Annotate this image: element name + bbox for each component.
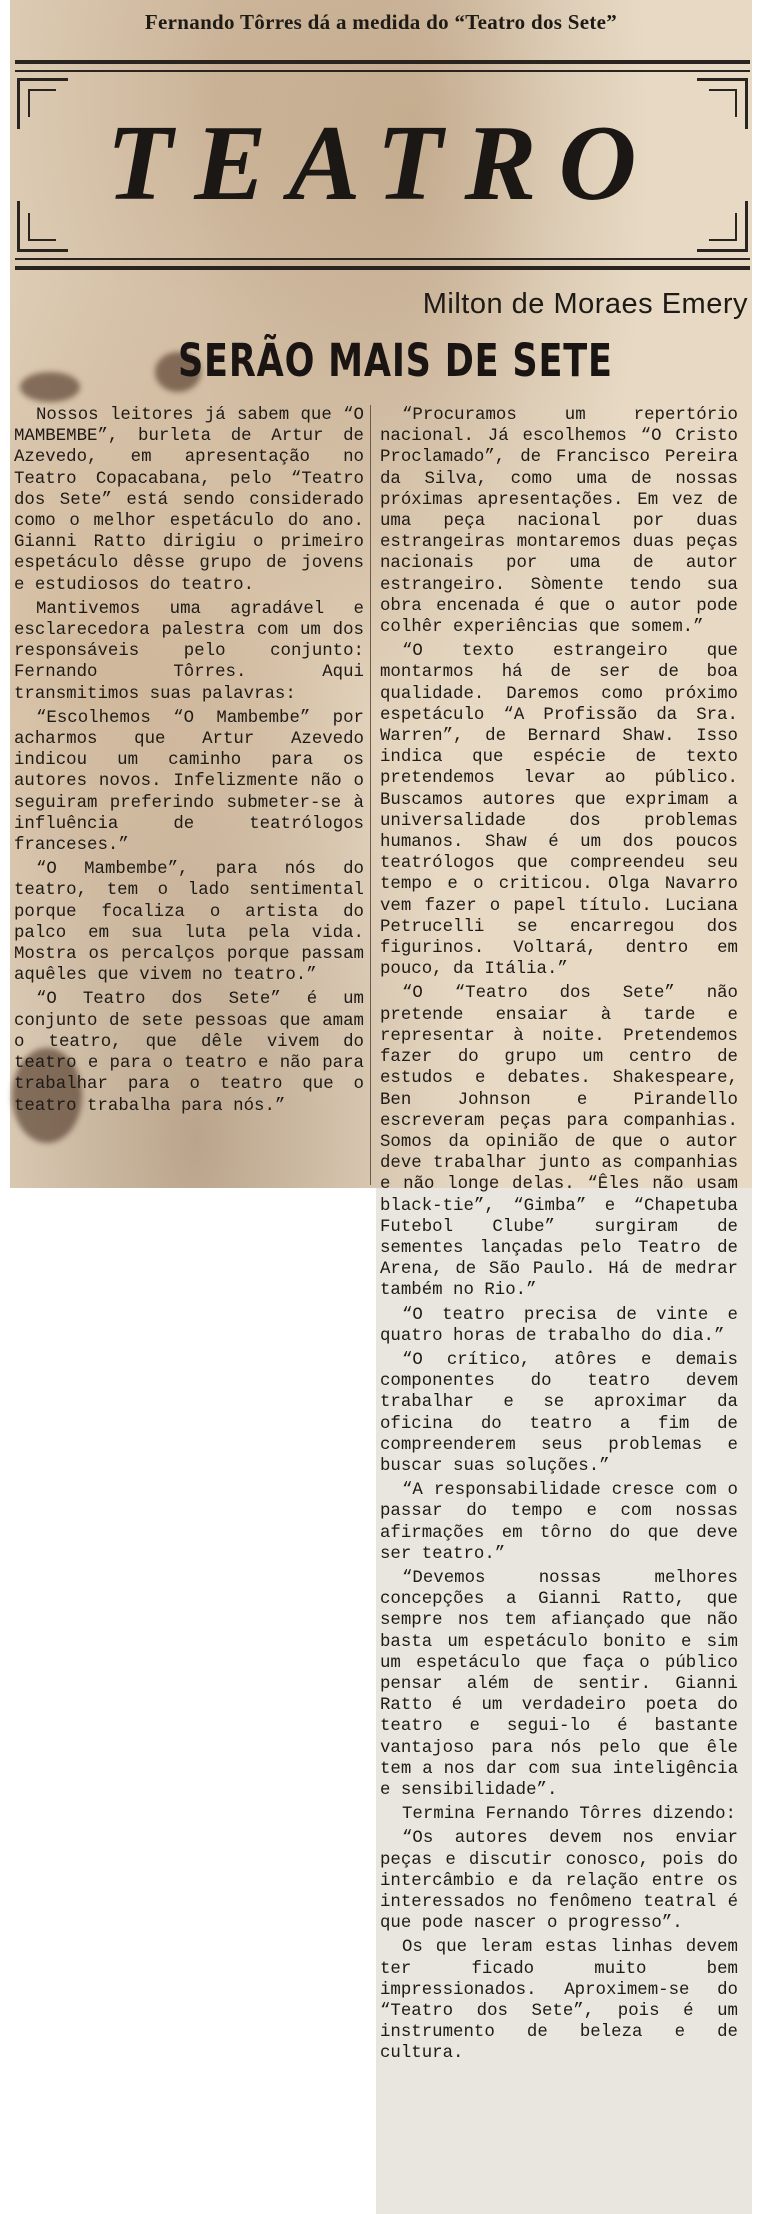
paragraph: Termina Fernando Tôrres dizendo:: [402, 1805, 736, 1825]
kicker-headline: Fernando Tôrres dá a medida do “Teatro dos Sete”: [144, 10, 618, 34]
byline: Milton de Moraes Emery: [422, 288, 748, 320]
article-headline: SERÃO MAIS DE SETE: [178, 334, 613, 387]
section-banner: [15, 60, 750, 270]
paragraph: “O Teatro dos Sete” é um conjunto de sete pessoas que amam o teatro, que dêle vivem do teatro e para o teatro e não para trabalhar para o teatro que o teatro trabalha para nós.”: [14, 990, 364, 1116]
paragraph: Os que leram estas linhas devem ter ficado muito bem impressionados. Aproximem-se do “Teatro dos Sete”, pois é um instrumento de beleza e de cultura.: [380, 1938, 738, 2064]
paragraph: “Os autores devem nos enviar peças e discutir conosco, pois do intercâmbio e da relação entre os interessados no fenômeno teatral é que pode nascer o progresso”.: [380, 1829, 738, 1934]
paragraph: “O Mambembe”, para nós do teatro, tem o lado sentimental porque focaliza o artista do palco em sua luta pela vida. Mostra os percalços porque passam aquêles que vivem no teatro.”: [14, 860, 364, 986]
column-divider: [370, 405, 371, 1185]
paragraph: “O texto estrangeiro que montarmos há de ser de boa qualidade. Daremos como próximo espetáculo “A Profissão da Sra. Warren”, de Bernard Shaw. Isso indica que espécie de texto pretendemos levar ao público. Buscamos autores que exprimam a universalidade dos problemas humanos. Shaw é um dos poucos teatrólogos que compreendeu seu tempo e o criticou. Olga Navarro vem fazer o papel título. Luciana Petrucelli se encarregou dos figurinos. Voltará, dentro em pouco, da Itália.”: [380, 642, 738, 980]
paragraph: “O crítico, atôres e demais componentes do teatro devem trabalhar e se aproximar da oficina do teatro a fim de compreenderem seus problemas e buscar suas soluções.”: [380, 1350, 738, 1476]
article-column-right: [380, 405, 738, 2068]
paragraph: “Devemos nossas melhores concepções a Gianni Ratto, que sempre nos tem afiançado que não basta um espetáculo bonito e sim um espetáculo que faça o público pensar além de sentir. Gianni Ratto é um verdadeiro poeta do teatro e segui-lo é bastante vantajoso para nós pelo que êle tem a nos dar com sua inteligência e sensibilidade”.: [380, 1568, 738, 1800]
ink-blot: [20, 372, 80, 402]
paragraph: “Procuramos um repertório nacional. Já escolhemos “O Cristo Proclamado”, de Francisco Pereira da Silva, como uma de nossas próximas apresentações. Em vez de uma peça nacional por duas estrangeiras montaremos duas peças nacionais por uma de autor estrangeiro. Sòmente tendo sua obra encenada é que o autor pode colhêr experiências que somem.”: [380, 406, 738, 638]
paragraph: Mantivemos uma agradável e esclarecedora palestra com um dos responsáveis pelo conjunto: Fernando Tôrres. Aqui transmitimos suas palavras:: [14, 599, 364, 704]
section-title: TEATRO: [106, 104, 659, 223]
paragraph: “A responsabilidade cresce com o passar do tempo e com nossas afirmações em tôrno do que deve ser teatro.”: [380, 1481, 738, 1564]
paragraph: “Escolhemos “O Mambembe” por acharmos que Artur Azevedo indicou um caminho para os autores novos. Infelizmente não o seguiram preferindo submeter-se à influência de teatrólogos franceses.”: [14, 708, 364, 856]
paragraph: Nossos leitores já sabem que “O MAMBEMBE”, burleta de Artur de Azevedo, em apresentação no Teatro Copacabana, pelo “Teatro dos Sete” está sendo considerado como o melhor espetáculo do ano. Gianni Ratto dirigiu o primeiro espetáculo dêsse grupo de jovens e estudiosos do teatro.: [14, 406, 364, 595]
paragraph: “O teatro precisa de vinte e quatro horas de trabalho do dia.”: [380, 1305, 738, 1346]
article-column-left: [14, 405, 364, 1120]
paragraph: “O “Teatro dos Sete” não pretende ensaiar à tarde e representar à noite. Pretendemos fazer do grupo um centro de estudos e debates. Shakespeare, Ben Johnson e Pirandello escreveram peças para companhias. Somos da opinião de que o autor deve trabalhar junto as companhias e não longe delas. “Êles não usam black-tie”, “Gimba” e “Chapetuba Futebol Clube” surgiram de sementes lançadas pelo Teatro de Arena, de São Paulo. Há de medrar também no Rio.”: [380, 984, 738, 1301]
